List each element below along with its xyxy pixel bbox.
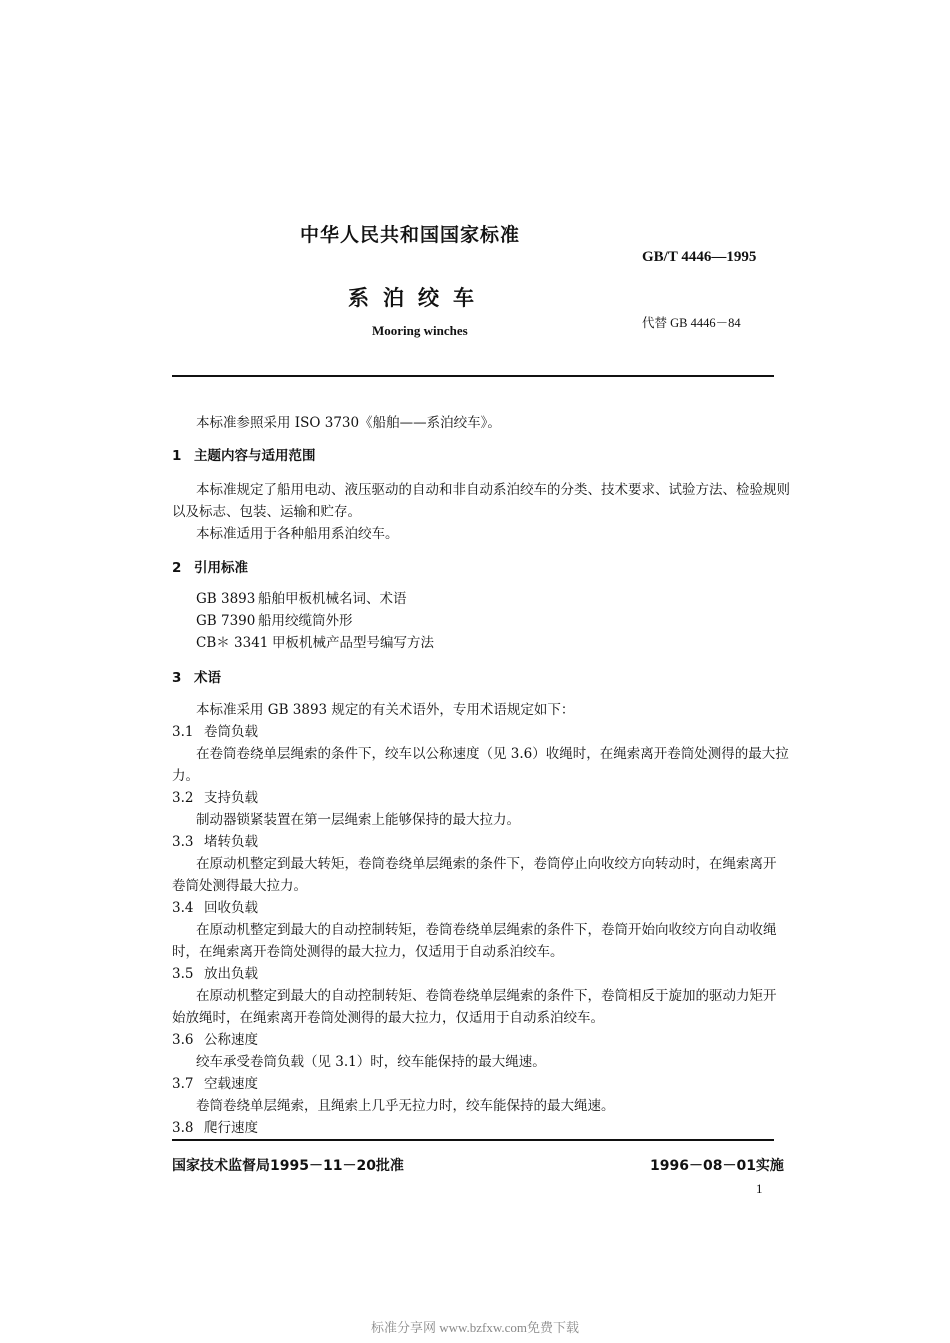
- section-3-number: 3: [172, 670, 182, 686]
- reference-name: 甲板机械产品型号编写方法: [272, 635, 434, 651]
- term-definition-line-1: 在原动机整定到最大的自动控制转矩、卷筒卷绕单层绳索的条件下，卷筒相反于旋加的驱动力矩开: [196, 988, 777, 1004]
- intro-paragraph: 本标准参照采用 ISO 3730《船舶——系泊绞车》。: [196, 415, 501, 431]
- section-1-heading: [172, 444, 316, 464]
- term-name: 堵转负载: [204, 834, 258, 850]
- footer-rule: [172, 1139, 774, 1141]
- term-name: 支持负载: [204, 790, 258, 806]
- term-name: 回收负载: [204, 900, 258, 916]
- term-number: 3.3: [172, 834, 194, 850]
- title-cn: 系泊绞车: [348, 286, 488, 310]
- section-1-title: 主题内容与适用范围: [194, 448, 316, 464]
- term-definition-line-1: 制动器锁紧装置在第一层绳索上能够保持的最大拉力。: [196, 812, 520, 828]
- reference-item: [196, 588, 407, 610]
- term-heading: [172, 963, 258, 985]
- section-2-heading: [172, 556, 248, 576]
- section-3-title: 术语: [194, 670, 221, 686]
- term-definition-line-1: 在原动机整定到最大转矩，卷筒卷绕单层绳索的条件下，卷筒停止向收绞方向转动时，在绳索离开: [196, 856, 777, 872]
- term-definition-line-1: 卷筒卷绕单层绳索，且绳索上几乎无拉力时，绞车能保持的最大绳速。: [196, 1098, 615, 1114]
- standard-code: GB/T 4446—1995: [642, 249, 757, 265]
- reference-name: 船用绞缆筒外形: [258, 613, 353, 629]
- term-heading: [172, 1117, 258, 1139]
- term-name: 卷筒负载: [204, 724, 258, 740]
- term-heading: [172, 831, 258, 853]
- reference-code: CB＊ 3341: [196, 635, 269, 651]
- reference-name: 船舶甲板机械名词、术语: [258, 591, 407, 607]
- term-number: 3.7: [172, 1076, 194, 1092]
- s1-paragraph-2: 本标准适用于各种船用系泊绞车。: [196, 526, 399, 542]
- s1-paragraph-line-1: 本标准规定了船用电动、液压驱动的自动和非自动系泊绞车的分类、技术要求、试验方法、检验规则: [196, 482, 790, 498]
- term-definition-line-2: 时，在绳索离开卷筒处测得的最大拉力，仅适用于自动系泊绞车。: [172, 944, 564, 960]
- reference-code: GB 3893: [196, 591, 256, 607]
- header-rule: [172, 375, 774, 377]
- title-en: Mooring winches: [372, 323, 468, 338]
- term-number: 3.8: [172, 1120, 194, 1136]
- term-heading: [172, 1029, 258, 1051]
- term-heading: [172, 721, 258, 743]
- page-number: 1: [756, 1181, 763, 1196]
- term-number: 3.4: [172, 900, 194, 916]
- term-definition-line-1: 在原动机整定到最大的自动控制转矩，卷筒卷绕单层绳索的条件下，卷筒开始向收绞方向自动收绳: [196, 922, 777, 938]
- term-name: 放出负载: [204, 966, 258, 982]
- term-number: 3.1: [172, 724, 194, 740]
- s1-paragraph-line-2: 以及标志、包装、运输和贮存。: [172, 504, 361, 520]
- section-3-heading: [172, 666, 221, 686]
- term-definition-line-1: 绞车承受卷筒负载（见 3.1）时，绞车能保持的最大绳速。: [196, 1054, 546, 1070]
- replaces-note: 代替 GB 4446－84: [642, 316, 741, 330]
- section-2-number: 2: [172, 560, 182, 576]
- term-heading: [172, 1073, 258, 1095]
- section-2-title: 引用标准: [194, 560, 248, 576]
- term-number: 3.6: [172, 1032, 194, 1048]
- term-name: 爬行速度: [204, 1120, 258, 1136]
- term-heading: [172, 897, 258, 919]
- term-number: 3.5: [172, 966, 194, 982]
- term-definition-line-2: 力。: [172, 768, 199, 784]
- term-definition-line-2: 始放绳时，在绳索离开卷筒处测得的最大拉力，仅适用于自动系泊绞车。: [172, 1010, 604, 1026]
- term-name: 空载速度: [204, 1076, 258, 1092]
- reference-code: GB 7390: [196, 613, 256, 629]
- term-number: 3.2: [172, 790, 194, 806]
- approval-note: 国家技术监督局1995－11－20批准: [172, 1158, 404, 1174]
- s3-intro: 本标准采用 GB 3893 规定的有关术语外，专用术语规定如下：: [196, 702, 575, 718]
- reference-item: [196, 632, 434, 654]
- term-name: 公称速度: [204, 1032, 258, 1048]
- section-1-number: 1: [172, 448, 182, 464]
- effective-date: 1996－08－01实施: [650, 1158, 784, 1174]
- term-definition-line-2: 卷筒处测得最大拉力。: [172, 878, 307, 894]
- term-definition-line-1: 在卷筒卷绕单层绳索的条件下，绞车以公称速度（见 3.6）收绳时，在绳索离开卷筒处测得的最大拉: [196, 746, 789, 762]
- watermark-text: 标准分享网 www.bzfxw.com免费下载: [370, 1320, 580, 1335]
- term-heading: [172, 787, 258, 809]
- org-title: 中华人民共和国国家标准: [300, 224, 521, 246]
- reference-item: [196, 610, 353, 632]
